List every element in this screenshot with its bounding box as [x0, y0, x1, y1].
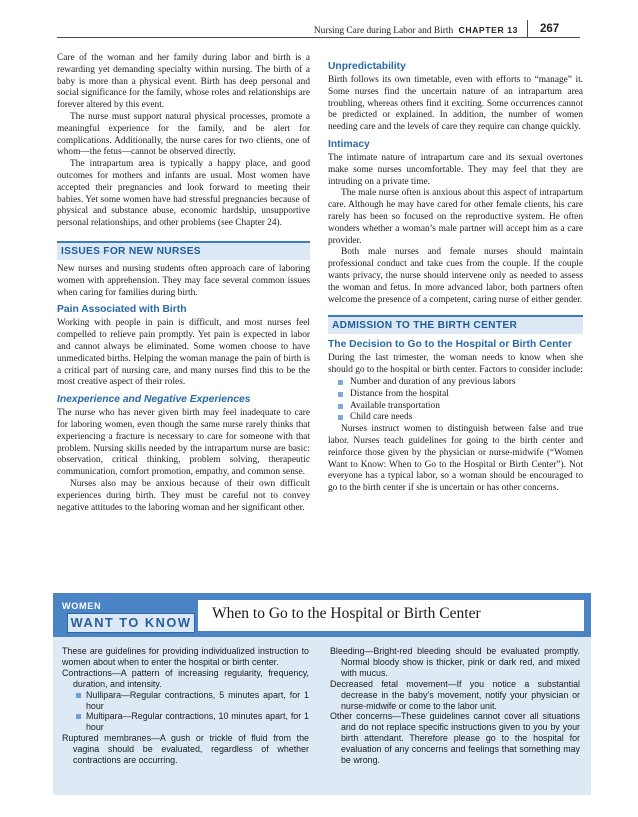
list-item: Distance from the hospital: [338, 389, 583, 401]
factors-list: [328, 377, 583, 424]
intimacy-heading: Intimacy: [328, 138, 370, 150]
box-intro: These are guidelines for providing individualized instruction to women about when to enter the hospital or birth center.: [62, 646, 309, 667]
box-bleeding: Bleeding—Bright-red bleeding should be evaluated promptly. Normal bloody show is thicker, pink or dark red, and mixed with mucus.: [330, 646, 580, 678]
decision-intro: During the last trimester, the woman needs to know when she should go to the hospital or birth center. Factors to consider include:: [328, 353, 583, 376]
inexperience-paragraph: The nurse who has never given birth may feel inadequate to care for laboring women, even though the same nurse rarely thinks that experiencing a fracture is necessary to care for someone with that problem. Nursing skills needed by the intrapartum nurse are basic: observation, critical thinking, problem solving, therapeutic communication, comfort promotion, empathy, and common sense.: [57, 408, 310, 478]
unpredictability-text: Birth follows its own timetable, even with efforts to “manage” it. Some nurses find the uncertain nature of an intrapartum area troubling, whereas others find it exciting. Some occurrences cannot be predicted or explained. In addition, the number of women needing care and the levels of care they require can change quickly.: [328, 75, 583, 133]
box-right-column: [330, 646, 580, 766]
pain-text: Working with people in pain is difficult, and most nurses feel compelled to relieve pain promptly. Yet pain is expected in labor and cannot always be eliminated. Some women choose to have unmedicated births. Helping the woman manage the pain of birth is a critical part of nursing care, and many nurses find this to be the most creative aspect of their roles.: [57, 318, 310, 388]
page-number: 267: [540, 23, 560, 35]
box-membranes: Ruptured membranes—A gush or trickle of fluid from the vagina should be evaluated, regardless of whether contractions are occurring.: [62, 733, 309, 766]
inexperience-heading: Inexperience and Negative Experiences: [57, 394, 251, 406]
running-header: [314, 25, 518, 36]
box-title: When to Go to the Hospital or Birth Center: [212, 605, 481, 622]
list-item: Number and duration of any previous labors: [338, 377, 583, 389]
intimacy-paragraph: The intimate nature of intrapartum care and its sexual overtones make some nurses uncomfortable. They may feel that they are intruding on a private time.: [328, 152, 583, 187]
box-other-concerns: Other concerns—These guidelines cannot cover all situations and do not replace specific instructions given to you by your birth attendant. Therefore please go to the hospital for evaluation of any concerns and feelings that something may be wrong.: [330, 711, 580, 766]
box-badge: WANT TO KNOW: [67, 613, 195, 633]
box-tag: WOMEN: [62, 601, 102, 611]
chapter-label: CHAPTER 13: [458, 25, 518, 35]
issues-intro: New nurses and nursing students often approach care of laboring women with apprehension. They may face several common issues when caring for families during birth.: [57, 263, 310, 298]
header-rule: [57, 37, 580, 38]
box-left-column: [62, 646, 309, 766]
issues-section-heading: ISSUES FOR NEW NURSES: [57, 241, 310, 260]
intro-paragraph: The nurse must support natural physical processes, promote a meaningful experience for the family, and be alert for complications. Additionally, the nurse cares for two clients, one of whom—the fetus—cannot be observed directly.: [57, 111, 310, 158]
contraction-list: [62, 690, 309, 734]
list-item: Nullipara—Regular contractions, 5 minutes apart, for 1 hour: [74, 690, 309, 712]
unpredictability-heading: Unpredictability: [328, 61, 406, 72]
list-item: Multipara—Regular contractions, 10 minutes apart, for 1 hour: [74, 711, 309, 733]
right-column: [328, 60, 583, 495]
decision-closing: Nurses instruct women to distinguish between false and true labor. Nurses teach guidelines for going to the birth center and reinforce those given by the physician or nurse-midwife (“Women Want to Know: When to Go to the Hospital or Birth Center”). Not everyone has a typical labor, so a woman should be encouraged to go to the birth center if she is uncertain or has other concerns.: [328, 424, 583, 494]
intro-paragraph: Care of the woman and her family during labor and birth is a rewarding yet demanding specialty within nursing. The birth of a baby is more than a physical event. Birth has deep personal and social significance for the family, whose roles and relationships are forever altered by this event.: [57, 53, 310, 111]
intimacy-paragraph: The male nurse often is anxious about this aspect of intrapartum care. Although he may have cared for other female clients, his care rarely has been so focused on the reproductive system. He often wonders whether a woman’s male partner will accept him as a care provider.: [328, 188, 583, 246]
box-contractions: Contractions—A pattern of increasing regularity, frequency, duration, and intensity.: [62, 667, 309, 689]
intimacy-paragraph: Both male nurses and female nurses should maintain professional conduct and take cues from the couple. If the couple wants privacy, the nurse should intervene only as needed to assess the woman and fetus. In more advanced labor, both partners often welcome the presence of a competent, caring nurse of either gender.: [328, 247, 583, 305]
running-title: Nursing Care during Labor and Birth: [313, 26, 454, 36]
header-divider: [527, 20, 528, 37]
box-fetal-movement: Decreased fetal movement—If you notice a substantial decrease in the baby’s movement, notify your physician or nurse-midwife or come to the labor unit.: [330, 678, 580, 711]
intro-paragraph: The intrapartum area is typically a happy place, and good outcomes for mothers and infants are usual. Most women have accepted their pregnancies and look forward to meeting their babies. Yet some women have had stressful pregnancies because of physical and substance abuse, economic hardship, unsupportive personal relationships, and other problems (see Chapter 24).: [57, 159, 310, 229]
left-column: [57, 53, 310, 514]
pain-heading: Pain Associated with Birth: [57, 304, 187, 316]
decision-heading: The Decision to Go to the Hospital or Birth Center: [328, 339, 572, 351]
inexperience-paragraph: Nurses also may be anxious because of their own difficult experiences during birth. They must be careful not to convey negative attitudes to the laboring woman and her significant other.: [57, 478, 310, 513]
list-item: Child care needs: [338, 412, 583, 424]
admission-section-heading: ADMISSION TO THE BIRTH CENTER: [328, 315, 583, 334]
list-item: Available transportation: [338, 401, 583, 413]
